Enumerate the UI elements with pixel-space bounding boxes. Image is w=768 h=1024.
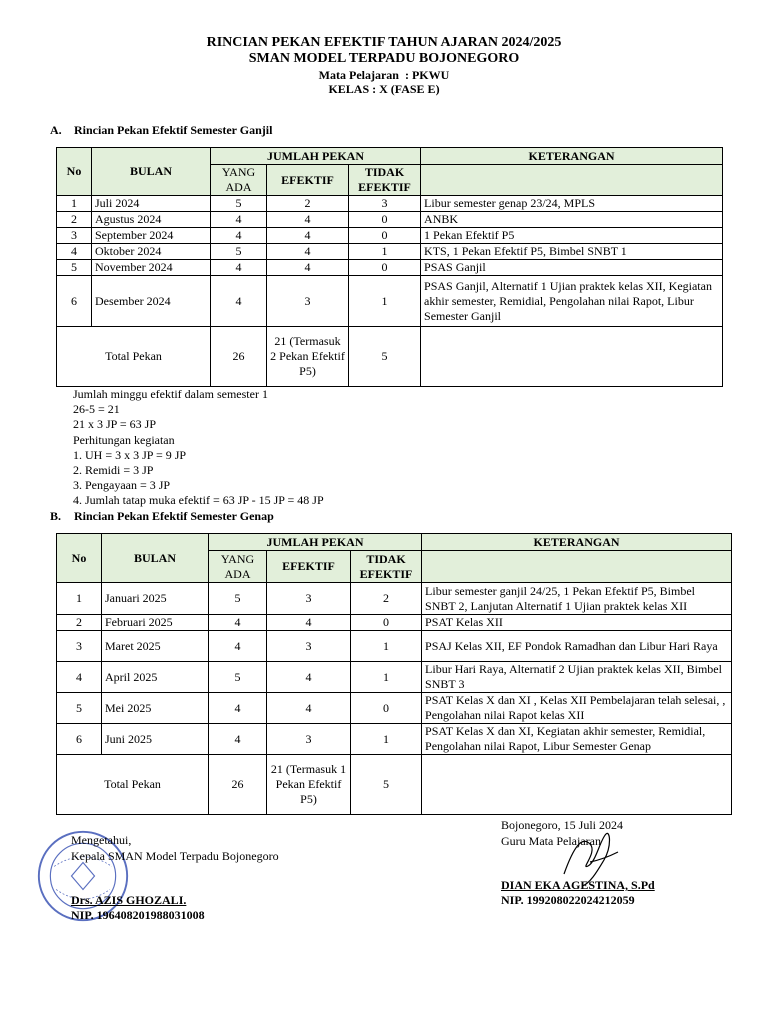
cell-tidak: 1 xyxy=(351,724,422,755)
cell-efektif: 4 xyxy=(267,615,351,631)
cell-efektif: 4 xyxy=(267,212,349,228)
cell-ket: PSAS Ganjil, Alternatif 1 Ujian praktek kelas XII, Kegiatan akhir semester, Remidial, Pengolahan nilai Rapot, Libur Semester Ganjil xyxy=(421,276,723,327)
table-row xyxy=(57,662,732,693)
cell-ket: ANBK xyxy=(421,212,723,228)
cell-efektif: 4 xyxy=(267,693,351,724)
table-row xyxy=(57,228,723,244)
cell-ket: KTS, 1 Pekan Efektif P5, Bimbel SNBT 1 xyxy=(421,244,723,260)
cell-ada: 4 xyxy=(211,276,267,327)
cell-no: 5 xyxy=(57,260,92,276)
teacher-name: DIAN EKA AGESTINA, S.Pd xyxy=(501,878,655,892)
cell-no: 1 xyxy=(57,196,92,212)
total-efektif: 21 (Termasuk 1 Pekan Efektif P5) xyxy=(267,755,351,815)
cell-ada: 5 xyxy=(209,662,267,693)
cell-bulan: April 2025 xyxy=(102,662,209,693)
cell-efektif: 2 xyxy=(267,196,349,212)
cell-no: 3 xyxy=(57,228,92,244)
cell-bulan: September 2024 xyxy=(92,228,211,244)
cell-efektif: 3 xyxy=(267,631,351,662)
table-row xyxy=(57,212,723,228)
note-line: Jumlah minggu efektif dalam semester 1 xyxy=(73,387,268,401)
table-row xyxy=(57,260,723,276)
cell-tidak: 1 xyxy=(351,662,422,693)
table-row xyxy=(57,631,732,662)
table-row xyxy=(57,244,723,260)
semester-ganjil-table xyxy=(56,147,723,387)
semester-ganjil-rows xyxy=(57,196,723,387)
cell-no: 2 xyxy=(57,212,92,228)
cell-ada: 4 xyxy=(209,693,267,724)
cell-bulan: November 2024 xyxy=(92,260,211,276)
table-row xyxy=(57,724,732,755)
section-b-letter: B. xyxy=(50,509,62,523)
total-tidak: 5 xyxy=(349,327,421,387)
cell-tidak: 0 xyxy=(351,693,422,724)
cell-efektif: 4 xyxy=(267,662,351,693)
document-title: RINCIAN PEKAN EFEKTIF TAHUN AJARAN 2024/2025 xyxy=(206,35,562,50)
cell-efektif: 3 xyxy=(267,583,351,615)
cell-bulan: Juli 2024 xyxy=(92,196,211,212)
table-row xyxy=(57,693,732,724)
cell-ada: 4 xyxy=(211,260,267,276)
signature-role: Guru Mata Pelajaran xyxy=(501,833,601,848)
cell-no: 1 xyxy=(57,583,102,615)
cell-efektif: 4 xyxy=(267,260,349,276)
note-line: 2. Remidi = 3 JP xyxy=(73,463,154,478)
cell-bulan: Januari 2025 xyxy=(102,583,209,615)
cell-tidak: 0 xyxy=(349,260,421,276)
col-keterangan-blank xyxy=(422,551,732,583)
col-no: No xyxy=(57,148,92,196)
section-a-heading xyxy=(50,123,272,138)
cell-no: 4 xyxy=(57,244,92,260)
cell-no: 4 xyxy=(57,662,102,693)
col-keterangan-blank xyxy=(421,165,723,196)
signature-date: Bojonegoro, 15 Juli 2024 xyxy=(501,818,623,832)
note-line: 26-5 = 21 xyxy=(73,402,120,417)
section-b-title: Rincian Pekan Efektif Semester Genap xyxy=(74,509,274,523)
table-row xyxy=(57,583,732,615)
col-keterangan: KETERANGAN xyxy=(421,148,723,165)
cell-ada: 4 xyxy=(209,724,267,755)
signature-left-line1: Mengetahui, xyxy=(71,833,132,847)
semester-genap-table xyxy=(56,533,732,815)
signature-left-line2: Kepala SMAN Model Terpadu Bojonegoro xyxy=(71,848,279,863)
cell-tidak: 2 xyxy=(351,583,422,615)
col-bulan: BULAN xyxy=(102,534,209,583)
col-no: No xyxy=(57,534,102,583)
cell-ket: Libur semester ganjil 24/25, 1 Pekan Efektif P5, Bimbel SNBT 2, Lanjutan Alternatif 1 Ujian praktek kelas XII xyxy=(422,583,732,615)
cell-ada: 4 xyxy=(211,228,267,244)
total-tidak: 5 xyxy=(351,755,422,815)
total-efektif: 21 (Termasuk 2 Pekan Efektif P5) xyxy=(267,327,349,387)
cell-ket: PSAT Kelas X dan XI , Kelas XII Pembelajaran telah selesai, , Pengolahan nilai Rapot kelas XII xyxy=(422,693,732,724)
note-line: 21 x 3 JP = 63 JP xyxy=(73,417,157,432)
teacher-nip: NIP. 199208022024212059 xyxy=(501,893,635,907)
section-b-heading xyxy=(50,509,274,524)
cell-ket: Libur Hari Raya, Alternatif 2 Ujian praktek kelas XII, Bimbel SNBT 3 xyxy=(422,662,732,693)
total-keterangan xyxy=(422,755,732,815)
col-tidak-efektif: TIDAK EFEKTIF xyxy=(349,165,421,196)
cell-ada: 5 xyxy=(209,583,267,615)
signature-left-block xyxy=(71,833,279,864)
cell-ada: 5 xyxy=(211,244,267,260)
table-row xyxy=(57,276,723,327)
cell-ket: 1 Pekan Efektif P5 xyxy=(421,228,723,244)
cell-tidak: 3 xyxy=(349,196,421,212)
col-yang-ada: YANG ADA xyxy=(211,165,267,196)
cell-ket: PSAJ Kelas XII, EF Pondok Ramadhan dan Libur Hari Raya xyxy=(422,631,732,662)
col-efektif: EFEKTIF xyxy=(267,551,351,583)
semester1-notes xyxy=(73,387,324,509)
cell-tidak: 1 xyxy=(349,244,421,260)
total-label: Total Pekan xyxy=(57,755,209,815)
cell-bulan: Agustus 2024 xyxy=(92,212,211,228)
cell-tidak: 1 xyxy=(351,631,422,662)
cell-tidak: 0 xyxy=(349,212,421,228)
cell-no: 5 xyxy=(57,693,102,724)
school-name: SMAN MODEL TERPADU BOJONEGORO xyxy=(248,51,520,66)
section-a-letter: A. xyxy=(50,123,62,137)
col-keterangan: KETERANGAN xyxy=(422,534,732,551)
cell-ada: 5 xyxy=(211,196,267,212)
cell-ket: PSAT Kelas XII xyxy=(422,615,732,631)
cell-bulan: Juni 2025 xyxy=(102,724,209,755)
total-row xyxy=(57,327,723,387)
class-line: KELAS : X (FASE E) xyxy=(328,82,440,96)
note-line: 4. Jumlah tatap muka efektif = 63 JP - 15 JP = 48 JP xyxy=(73,493,324,508)
note-line: 1. UH = 3 x 3 JP = 9 JP xyxy=(73,447,187,462)
principal-nip: NIP. 196408201988031008 xyxy=(71,908,205,922)
total-keterangan xyxy=(421,327,723,387)
principal-name: Drs. AZIS GHOZALI. xyxy=(71,893,187,907)
cell-ada: 4 xyxy=(209,615,267,631)
note-line: Perhitungan kegiatan xyxy=(73,432,175,447)
table-row xyxy=(57,196,723,212)
col-tidak-efektif: TIDAK EFEKTIF xyxy=(351,551,422,583)
total-ada: 26 xyxy=(209,755,267,815)
cell-efektif: 3 xyxy=(267,724,351,755)
note-line: 3. Pengayaan = 3 JP xyxy=(73,478,171,493)
section-a-title: Rincian Pekan Efektif Semester Ganjil xyxy=(74,123,273,137)
cell-ket: Libur semester genap 23/24, MPLS xyxy=(421,196,723,212)
col-efektif: EFEKTIF xyxy=(267,165,349,196)
total-row xyxy=(57,755,732,815)
cell-ada: 4 xyxy=(209,631,267,662)
cell-bulan: Desember 2024 xyxy=(92,276,211,327)
col-yang-ada: YANG ADA xyxy=(209,551,267,583)
cell-no: 6 xyxy=(57,724,102,755)
cell-efektif: 4 xyxy=(267,244,349,260)
cell-tidak: 0 xyxy=(349,228,421,244)
cell-no: 3 xyxy=(57,631,102,662)
cell-tidak: 0 xyxy=(351,615,422,631)
cell-bulan: Februari 2025 xyxy=(102,615,209,631)
cell-no: 6 xyxy=(57,276,92,327)
cell-bulan: Mei 2025 xyxy=(102,693,209,724)
cell-ket: PSAT Kelas X dan XI, Kegiatan akhir semester, Remidial, Pengolahan nilai Rapot, Libur Semester Genap xyxy=(422,724,732,755)
cell-ada: 4 xyxy=(211,212,267,228)
cell-ket: PSAS Ganjil xyxy=(421,260,723,276)
col-jumlah-pekan: JUMLAH PEKAN xyxy=(211,148,421,165)
semester-genap-rows xyxy=(57,583,732,815)
cell-efektif: 4 xyxy=(267,228,349,244)
col-jumlah-pekan: JUMLAH PEKAN xyxy=(209,534,422,551)
total-label: Total Pekan xyxy=(57,327,211,387)
cell-efektif: 3 xyxy=(267,276,349,327)
total-ada: 26 xyxy=(211,327,267,387)
subject-line: Mata Pelajaran : PKWU xyxy=(318,68,450,82)
col-bulan: BULAN xyxy=(92,148,211,196)
cell-tidak: 1 xyxy=(349,276,421,327)
cell-bulan: Oktober 2024 xyxy=(92,244,211,260)
cell-no: 2 xyxy=(57,615,102,631)
table-row xyxy=(57,615,732,631)
cell-bulan: Maret 2025 xyxy=(102,631,209,662)
